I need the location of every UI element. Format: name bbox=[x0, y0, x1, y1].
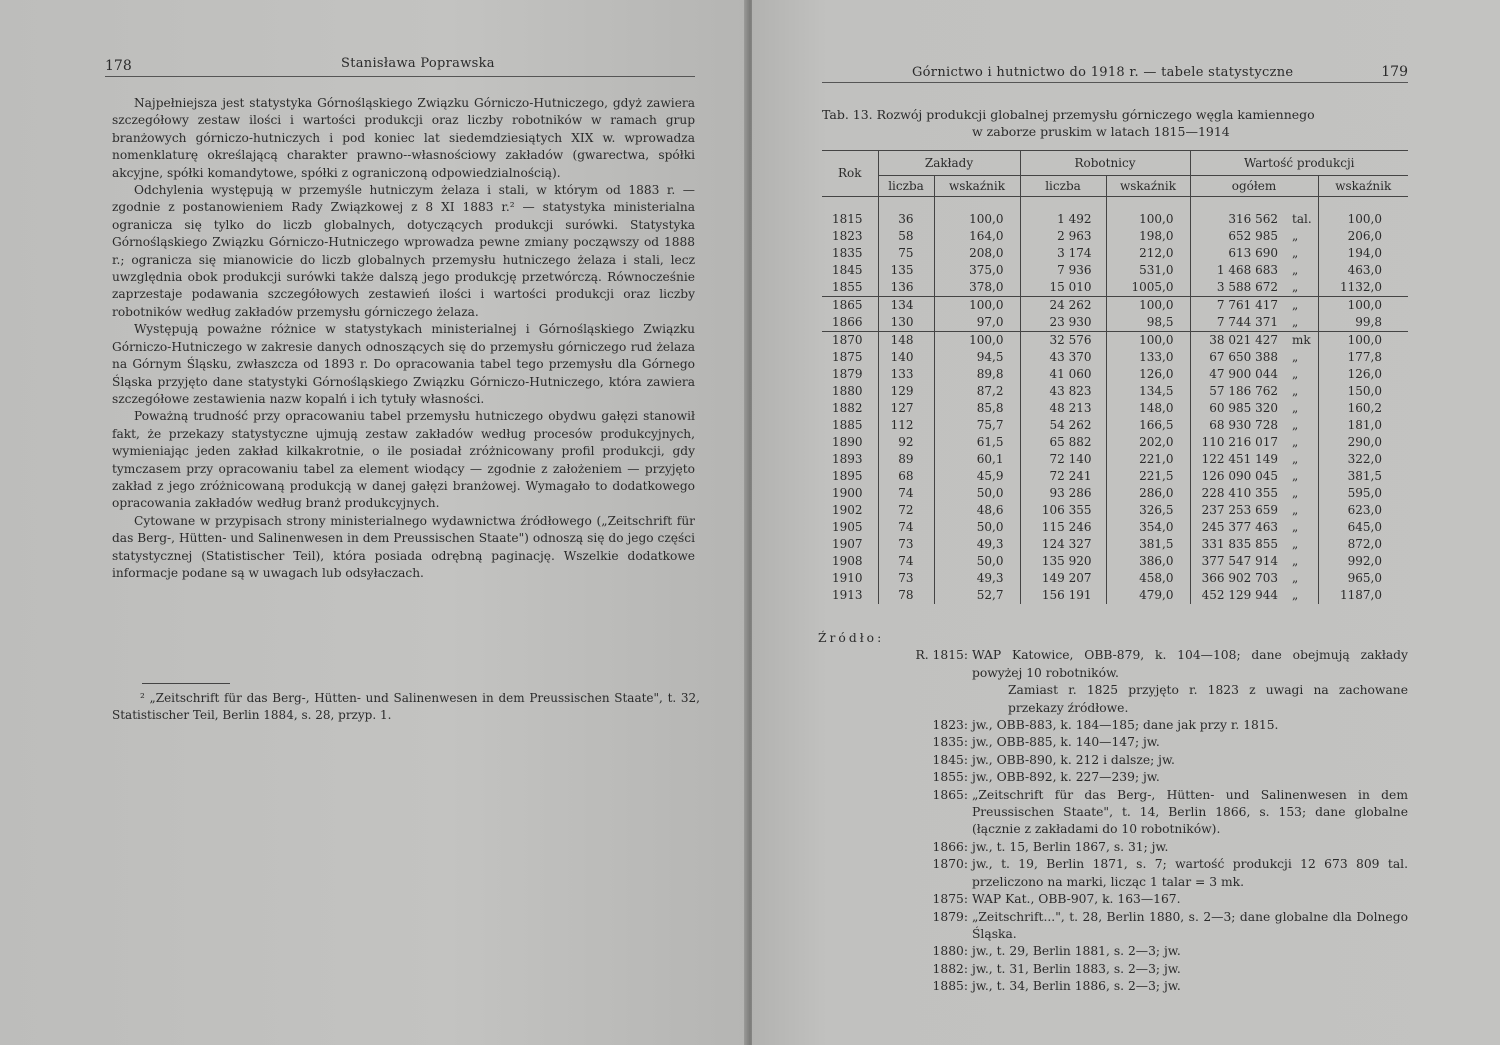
table-row bbox=[822, 383, 1408, 400]
cell-zl: 135 bbox=[878, 262, 934, 279]
cell-unit: „ bbox=[1292, 229, 1299, 243]
cell-ww: 872,0 bbox=[1318, 536, 1408, 553]
cell-unit: mk bbox=[1282, 332, 1318, 350]
cell-rok: 1879 bbox=[832, 367, 863, 381]
cell-zl: 140 bbox=[878, 349, 934, 366]
cell-ww: 99,8 bbox=[1318, 314, 1408, 332]
table-row bbox=[822, 485, 1408, 502]
cell-zl: 136 bbox=[878, 279, 934, 297]
cell-ww: 100,0 bbox=[1318, 197, 1408, 229]
cell-rl: 72 140 bbox=[1020, 451, 1106, 468]
table-row bbox=[822, 502, 1408, 519]
cell-zw: 208,0 bbox=[934, 245, 1020, 262]
source-text: jw., t. 29, Berlin 1881, s. 2—3; jw. bbox=[972, 944, 1181, 959]
cell-unit: „ bbox=[1292, 503, 1299, 517]
table-row bbox=[822, 314, 1408, 332]
source-entry bbox=[818, 682, 1408, 717]
source-entry bbox=[818, 891, 1408, 908]
cell-rw: 386,0 bbox=[1106, 553, 1190, 570]
source-key: 1835: bbox=[932, 735, 968, 750]
cell-val: 245 377 463 bbox=[1190, 519, 1282, 536]
cell-unit: „ bbox=[1292, 537, 1299, 551]
cell-zw: 94,5 bbox=[934, 349, 1020, 366]
left-running-head: Stanisława Poprawska bbox=[341, 56, 495, 71]
source-entry bbox=[818, 856, 1408, 891]
source-key: R. 1815: bbox=[915, 648, 968, 663]
cell-rw: 354,0 bbox=[1106, 519, 1190, 536]
cell-ww: 194,0 bbox=[1318, 245, 1408, 262]
table-row bbox=[822, 519, 1408, 536]
cell-rl: 41 060 bbox=[1020, 366, 1106, 383]
cell-val: 613 690 bbox=[1190, 245, 1282, 262]
cell-zw: 75,7 bbox=[934, 417, 1020, 434]
cell-unit: „ bbox=[1292, 571, 1299, 585]
cell-zl: 58 bbox=[878, 228, 934, 245]
table-row bbox=[822, 451, 1408, 468]
cell-zw: 48,6 bbox=[934, 502, 1020, 519]
cell-ww: 381,5 bbox=[1318, 468, 1408, 485]
cell-val: 1 468 683 bbox=[1190, 262, 1282, 279]
cell-zw: 89,8 bbox=[934, 366, 1020, 383]
cell-rok: 1845 bbox=[832, 263, 863, 277]
cell-rok: 1815 bbox=[832, 212, 863, 226]
cell-zw: 52,7 bbox=[934, 587, 1020, 604]
cell-ww: 126,0 bbox=[1318, 366, 1408, 383]
left-page bbox=[0, 0, 748, 1045]
cell-ww: 206,0 bbox=[1318, 228, 1408, 245]
cell-zw: 87,2 bbox=[934, 383, 1020, 400]
cell-val: 57 186 762 bbox=[1190, 383, 1282, 400]
source-entry bbox=[818, 647, 1408, 682]
header-robotnicy-wskaznik: wskaźnik bbox=[1106, 176, 1190, 197]
cell-unit: „ bbox=[1292, 350, 1299, 364]
cell-ww: 150,0 bbox=[1318, 383, 1408, 400]
cell-val: 237 253 659 bbox=[1190, 502, 1282, 519]
cell-zl: 74 bbox=[878, 485, 934, 502]
cell-val: 38 021 427 bbox=[1190, 332, 1282, 350]
cell-val: 7 744 371 bbox=[1190, 314, 1282, 332]
cell-rok: 1905 bbox=[832, 520, 863, 534]
cell-zl: 74 bbox=[878, 519, 934, 536]
sources-section bbox=[818, 630, 1408, 996]
cell-rw: 133,0 bbox=[1106, 349, 1190, 366]
cell-rw: 479,0 bbox=[1106, 587, 1190, 604]
cell-rl: 43 823 bbox=[1020, 383, 1106, 400]
paragraph: Odchylenia występują w przemyśle hutniczym żelaza i stali, w którym od 1883 r. — zgodnie z postanowieniem Rady Związkowej z 8 XI 1883 r.² — statystyka ministerialna ogranicza się tylko do liczb globalnych, dotyczących produkcji surówki. Statystyka Górnośląskiego Związku Górniczo-Hutniczego wprowadza pewne zmiany począwszy od 1888 r.; ogranicza się mianowicie do liczb globalnych przemysłu hutniczego żelaza i stali, lecz uwzględnia obok produkcji surówki także dalszą jego produkcję przetwórczą. Równocześnie zaprzestaje podawania szczegółowych zestawień ilości i wartości produkcji oraz liczby robotników według zakładów przemysłu górniczego żelaza. bbox=[112, 183, 695, 319]
source-text: WAP Katowice, OBB-879, k. 104—108; dane obejmują zakłady powyżej 10 robotników. bbox=[972, 648, 1408, 680]
source-key: 1870: bbox=[932, 857, 968, 872]
cell-zl: 129 bbox=[878, 383, 934, 400]
cell-unit: „ bbox=[1292, 384, 1299, 398]
source-key: 1855: bbox=[932, 770, 968, 785]
cell-rl: 32 576 bbox=[1020, 332, 1106, 350]
cell-val: 331 835 855 bbox=[1190, 536, 1282, 553]
cell-rw: 202,0 bbox=[1106, 434, 1190, 451]
right-page-number: 179 bbox=[1381, 64, 1408, 80]
cell-unit: „ bbox=[1282, 297, 1318, 315]
header-robotnicy-liczba: liczba bbox=[1020, 176, 1106, 197]
cell-zw: 50,0 bbox=[934, 485, 1020, 502]
table-row bbox=[822, 417, 1408, 434]
sources-list bbox=[818, 647, 1408, 995]
cell-zw: 61,5 bbox=[934, 434, 1020, 451]
table-caption-line: w zaborze pruskim w latach 1815—1914 bbox=[972, 124, 1230, 139]
cell-zw: 100,0 bbox=[934, 197, 1020, 229]
cell-zw: 100,0 bbox=[934, 332, 1020, 350]
cell-zl: 127 bbox=[878, 400, 934, 417]
source-key: 1823: bbox=[932, 718, 968, 733]
cell-ww: 100,0 bbox=[1318, 332, 1408, 350]
source-text: jw., OBB-892, k. 227—239; jw. bbox=[972, 770, 1160, 785]
table-row bbox=[822, 434, 1408, 451]
cell-rl: 93 286 bbox=[1020, 485, 1106, 502]
table-row bbox=[822, 536, 1408, 553]
cell-rw: 100,0 bbox=[1106, 197, 1190, 229]
header-robotnicy: Robotnicy bbox=[1020, 151, 1190, 176]
cell-zl: 75 bbox=[878, 245, 934, 262]
source-text: „Zeitschrift für das Berg-, Hütten- und Salinenwesen in dem Preussischen Staate", t. 14, Berlin 1866, s. 153; dane globalne (łącznie z zakładami do 10 robotników). bbox=[972, 787, 1408, 837]
cell-zl: 78 bbox=[878, 587, 934, 604]
source-key: 1866: bbox=[932, 839, 968, 854]
cell-zw: 49,3 bbox=[934, 570, 1020, 587]
cell-ww: 160,2 bbox=[1318, 400, 1408, 417]
cell-rw: 198,0 bbox=[1106, 228, 1190, 245]
table-body bbox=[822, 197, 1408, 605]
cell-rl: 135 920 bbox=[1020, 553, 1106, 570]
cell-rl: 7 936 bbox=[1020, 262, 1106, 279]
cell-unit: „ bbox=[1292, 469, 1299, 483]
cell-zw: 49,3 bbox=[934, 536, 1020, 553]
cell-rw: 148,0 bbox=[1106, 400, 1190, 417]
cell-rl: 115 246 bbox=[1020, 519, 1106, 536]
cell-rok: 1870 bbox=[822, 332, 878, 350]
cell-rl: 15 010 bbox=[1020, 279, 1106, 297]
cell-rw: 221,5 bbox=[1106, 468, 1190, 485]
table-row bbox=[822, 349, 1408, 366]
cell-zl: 92 bbox=[878, 434, 934, 451]
cell-rok: 1880 bbox=[832, 384, 863, 398]
cell-val: 7 761 417 bbox=[1190, 297, 1282, 315]
cell-unit: „ bbox=[1292, 588, 1299, 602]
cell-rok: 1885 bbox=[832, 418, 863, 432]
cell-zl: 134 bbox=[878, 297, 934, 315]
table-row bbox=[822, 468, 1408, 485]
source-key: 1865: bbox=[932, 787, 968, 802]
header-zaklady: Zakłady bbox=[878, 151, 1020, 176]
cell-unit: „ bbox=[1292, 246, 1299, 260]
table-caption-line: Tab. 13. Rozwój produkcji globalnej przemysłu górniczego węgla kamiennego bbox=[822, 107, 1315, 122]
source-text: Zamiast r. 1825 przyjęto r. 1823 z uwagi na zachowane przekazy źródłowe. bbox=[1008, 683, 1408, 715]
cell-ww: 992,0 bbox=[1318, 553, 1408, 570]
cell-rl: 65 882 bbox=[1020, 434, 1106, 451]
cell-rw: 98,5 bbox=[1106, 314, 1190, 332]
table-row bbox=[822, 197, 1408, 229]
cell-zw: 97,0 bbox=[934, 314, 1020, 332]
cell-rw: 134,5 bbox=[1106, 383, 1190, 400]
cell-val: 366 902 703 bbox=[1190, 570, 1282, 587]
cell-rl: 23 930 bbox=[1020, 314, 1106, 332]
cell-ww: 322,0 bbox=[1318, 451, 1408, 468]
cell-ww: 1187,0 bbox=[1318, 587, 1408, 604]
cell-val: 47 900 044 bbox=[1190, 366, 1282, 383]
cell-rl: 156 191 bbox=[1020, 587, 1106, 604]
right-running-head: Górnictwo i hutnictwo do 1918 r. — tabele statystyczne bbox=[912, 65, 1294, 80]
source-key bbox=[818, 682, 1008, 717]
cell-zl: 72 bbox=[878, 502, 934, 519]
cell-rw: 458,0 bbox=[1106, 570, 1190, 587]
right-page-header bbox=[822, 62, 1408, 83]
cell-rok: 1855 bbox=[832, 280, 863, 294]
cell-val: 67 650 388 bbox=[1190, 349, 1282, 366]
cell-rl: 106 355 bbox=[1020, 502, 1106, 519]
table-caption bbox=[822, 106, 1412, 140]
cell-rok: 1865 bbox=[822, 297, 878, 315]
source-entry bbox=[818, 943, 1408, 960]
cell-zl: 133 bbox=[878, 366, 934, 383]
cell-rl: 43 370 bbox=[1020, 349, 1106, 366]
table-row bbox=[822, 553, 1408, 570]
cell-unit: „ bbox=[1292, 263, 1299, 277]
cell-val: 60 985 320 bbox=[1190, 400, 1282, 417]
cell-rw: 212,0 bbox=[1106, 245, 1190, 262]
cell-zw: 60,1 bbox=[934, 451, 1020, 468]
source-entry bbox=[818, 787, 1408, 839]
paragraph: Poważną trudność przy opracowaniu tabel przemysłu hutniczego obydwu gałęzi stanowił fakt, że przekazy statystyczne ujmują zestaw zakładów według procesów produkcyjnych, wymieniając jeden zakład kilkakrotnie, o ile posiadał zróżnicowany profil produkcji, gdy tymczasem przy opracowaniu tabel za element wiodący — zgodnie z założeniem — przyjęto zakład z jego zróżnicowaną produkcją w danej gałęzi branżowej. Wymagało to dodatkowego opracowania zakładów według branż produkcyjnych. bbox=[112, 409, 695, 511]
cell-zw: 100,0 bbox=[934, 297, 1020, 315]
cell-rl: 3 174 bbox=[1020, 245, 1106, 262]
cell-rw: 381,5 bbox=[1106, 536, 1190, 553]
cell-rok: 1910 bbox=[832, 571, 863, 585]
cell-unit: „ bbox=[1292, 280, 1299, 294]
cell-rl: 54 262 bbox=[1020, 417, 1106, 434]
source-text: jw., t. 31, Berlin 1883, s. 2—3; jw. bbox=[972, 961, 1181, 976]
cell-val: 126 090 045 bbox=[1190, 468, 1282, 485]
cell-rl: 124 327 bbox=[1020, 536, 1106, 553]
table-row bbox=[822, 245, 1408, 262]
cell-rl: 1 492 bbox=[1020, 197, 1106, 229]
cell-zw: 85,8 bbox=[934, 400, 1020, 417]
source-text: jw., t. 15, Berlin 1867, s. 31; jw. bbox=[972, 839, 1169, 854]
sources-title: Źródło: bbox=[818, 631, 885, 645]
source-text: jw., t. 34, Berlin 1886, s. 2—3; jw. bbox=[972, 979, 1181, 994]
cell-ww: 100,0 bbox=[1318, 297, 1408, 315]
statistics-table bbox=[822, 150, 1408, 604]
cell-ww: 595,0 bbox=[1318, 485, 1408, 502]
source-key: 1882: bbox=[932, 961, 968, 976]
cell-val: 377 547 914 bbox=[1190, 553, 1282, 570]
source-key: 1885: bbox=[932, 979, 968, 994]
cell-rok: 1902 bbox=[832, 503, 863, 517]
cell-rok: 1913 bbox=[832, 588, 863, 602]
paragraph: Występują poważne różnice w statystykach ministerialnej i Górnośląskiego Związku Górniczo-Hutniczego w zakresie danych odnoszących się do przemysłu górniczego rud żelaza na Górnym Śląsku, zwłaszcza od 1893 r. Do opracowania tabel tego przemysłu dla Górnego Śląska przyjęto dane statystyki Górnośląskiego Związku Górniczo-Hutniczego, która zawiera szczegółowe zestawienia nazw kopalń i ich tytuły własności. bbox=[112, 322, 695, 406]
cell-rok: 1835 bbox=[832, 246, 863, 260]
table-row bbox=[822, 262, 1408, 279]
cell-zw: 50,0 bbox=[934, 553, 1020, 570]
cell-ww: 623,0 bbox=[1318, 502, 1408, 519]
cell-zl: 148 bbox=[878, 332, 934, 350]
cell-zl: 36 bbox=[878, 197, 934, 229]
cell-rok: 1823 bbox=[832, 229, 863, 243]
cell-val: 110 216 017 bbox=[1190, 434, 1282, 451]
cell-zl: 89 bbox=[878, 451, 934, 468]
cell-val: 316 562 bbox=[1190, 197, 1282, 229]
cell-zw: 45,9 bbox=[934, 468, 1020, 485]
source-entry bbox=[818, 717, 1408, 734]
source-entry bbox=[818, 909, 1408, 944]
cell-rw: 286,0 bbox=[1106, 485, 1190, 502]
source-text: jw., OBB-885, k. 140—147; jw. bbox=[972, 735, 1160, 750]
cell-unit: „ bbox=[1292, 520, 1299, 534]
footnote: ² „Zeitschrift für das Berg-, Hütten- und Salinenwesen in dem Preussischen Staate", t. 32, Statistischer Teil, Berlin 1884, s. 28, przyp. 1. bbox=[112, 691, 700, 723]
cell-ww: 1132,0 bbox=[1318, 279, 1408, 297]
cell-rok: 1882 bbox=[832, 401, 863, 415]
source-key: 1845: bbox=[932, 752, 968, 767]
source-text: WAP Kat., OBB-907, k. 163—167. bbox=[972, 892, 1181, 907]
left-body-text bbox=[112, 95, 695, 582]
cell-rok: 1900 bbox=[832, 486, 863, 500]
cell-rw: 100,0 bbox=[1106, 332, 1190, 350]
paragraph: Najpełniejsza jest statystyka Górnośląskiego Związku Górniczo-Hutniczego, gdyż zawiera szczegółowy zestaw ilości i wartości produkcji oraz liczby robotników w ramach grup branżowych górniczo-hutniczych i pod koniec lat siedemdziesiątych XIX w. wprowadza nomenklaturę określającą charakter prawno--własnościowy zakładów (gwarectwa, spółki akcyjne, spółki komandytowe, spółki z ograniczoną odpowiedzialnością). bbox=[112, 96, 695, 180]
cell-unit: tal. bbox=[1292, 212, 1312, 226]
table-row bbox=[822, 570, 1408, 587]
table-row bbox=[822, 366, 1408, 383]
cell-rw: 326,5 bbox=[1106, 502, 1190, 519]
cell-unit: „ bbox=[1292, 367, 1299, 381]
left-page-header bbox=[105, 56, 695, 77]
source-entry bbox=[818, 769, 1408, 786]
cell-ww: 463,0 bbox=[1318, 262, 1408, 279]
cell-val: 68 930 728 bbox=[1190, 417, 1282, 434]
source-entry bbox=[818, 839, 1408, 856]
left-page-number: 178 bbox=[105, 58, 132, 74]
cell-rw: 126,0 bbox=[1106, 366, 1190, 383]
footnote-divider bbox=[142, 683, 230, 684]
source-text: jw., OBB-890, k. 212 i dalsze; jw. bbox=[972, 752, 1175, 767]
cell-zl: 73 bbox=[878, 570, 934, 587]
source-key: 1880: bbox=[932, 944, 968, 959]
cell-rl: 48 213 bbox=[1020, 400, 1106, 417]
header-wartosc: Wartość produkcji bbox=[1190, 151, 1408, 176]
source-text: jw., t. 19, Berlin 1871, s. 7; wartość produkcji 12 673 809 tal. przeliczono na marki, licząc 1 talar = 3 mk. bbox=[972, 857, 1408, 889]
source-entry bbox=[818, 734, 1408, 751]
cell-zw: 375,0 bbox=[934, 262, 1020, 279]
cell-rw: 100,0 bbox=[1106, 297, 1190, 315]
header-zaklady-wskaznik: wskaźnik bbox=[934, 176, 1020, 197]
cell-zl: 73 bbox=[878, 536, 934, 553]
cell-rl: 24 262 bbox=[1020, 297, 1106, 315]
header-rok: Rok bbox=[822, 151, 878, 197]
source-text: jw., OBB-883, k. 184—185; dane jak przy r. 1815. bbox=[972, 718, 1279, 733]
cell-rok: 1895 bbox=[832, 469, 863, 483]
cell-zl: 68 bbox=[878, 468, 934, 485]
header-wartosc-wskaznik: wskaźnik bbox=[1318, 176, 1408, 197]
cell-rw: 221,0 bbox=[1106, 451, 1190, 468]
cell-unit: „ bbox=[1292, 315, 1299, 329]
cell-rok: 1907 bbox=[832, 537, 863, 551]
cell-unit: „ bbox=[1292, 418, 1299, 432]
cell-zl: 112 bbox=[878, 417, 934, 434]
header-wartosc-ogolem: ogółem bbox=[1190, 176, 1318, 197]
paragraph: Cytowane w przypisach strony ministerialnego wydawnictwa źródłowego („Zeitschrift für das Berg-, Hütten- und Salinenwesen in dem Preussischen Staate") odnoszą się do jego części statystycznej (Statistischer Teil), która posiada odrębną paginację. Wszelkie dodatkowe informacje podane są w uwagach lub odsyłaczach. bbox=[112, 513, 695, 580]
cell-zw: 164,0 bbox=[934, 228, 1020, 245]
cell-ww: 645,0 bbox=[1318, 519, 1408, 536]
cell-rok: 1908 bbox=[832, 554, 863, 568]
cell-rw: 531,0 bbox=[1106, 262, 1190, 279]
cell-val: 452 129 944 bbox=[1190, 587, 1282, 604]
cell-unit: „ bbox=[1292, 452, 1299, 466]
source-key: 1879: bbox=[932, 909, 968, 924]
cell-rok: 1875 bbox=[832, 350, 863, 364]
header-zaklady-liczba: liczba bbox=[878, 176, 934, 197]
cell-unit: „ bbox=[1292, 486, 1299, 500]
table-row bbox=[822, 332, 1408, 350]
table-row bbox=[822, 587, 1408, 604]
cell-rok: 1866 bbox=[832, 315, 863, 329]
cell-rl: 72 241 bbox=[1020, 468, 1106, 485]
cell-ww: 965,0 bbox=[1318, 570, 1408, 587]
source-entry bbox=[818, 961, 1408, 978]
cell-rw: 166,5 bbox=[1106, 417, 1190, 434]
cell-rl: 149 207 bbox=[1020, 570, 1106, 587]
cell-ww: 177,8 bbox=[1318, 349, 1408, 366]
table-row bbox=[822, 228, 1408, 245]
cell-ww: 290,0 bbox=[1318, 434, 1408, 451]
source-text: „Zeitschrift...", t. 28, Berlin 1880, s. 2—3; dane globalne dla Dolnego Śląska. bbox=[972, 909, 1408, 941]
cell-val: 3 588 672 bbox=[1190, 279, 1282, 297]
cell-zl: 74 bbox=[878, 553, 934, 570]
cell-unit: „ bbox=[1292, 435, 1299, 449]
cell-zl: 130 bbox=[878, 314, 934, 332]
source-key: 1875: bbox=[932, 892, 968, 907]
cell-val: 122 451 149 bbox=[1190, 451, 1282, 468]
cell-unit: „ bbox=[1292, 554, 1299, 568]
right-page bbox=[752, 0, 1500, 1045]
cell-rok: 1893 bbox=[832, 452, 863, 466]
cell-rok: 1890 bbox=[832, 435, 863, 449]
source-entry bbox=[818, 978, 1408, 995]
cell-unit: „ bbox=[1292, 401, 1299, 415]
cell-zw: 50,0 bbox=[934, 519, 1020, 536]
table-row bbox=[822, 279, 1408, 297]
table-row bbox=[822, 297, 1408, 315]
cell-rl: 2 963 bbox=[1020, 228, 1106, 245]
cell-val: 228 410 355 bbox=[1190, 485, 1282, 502]
cell-val: 652 985 bbox=[1190, 228, 1282, 245]
cell-ww: 181,0 bbox=[1318, 417, 1408, 434]
table-row bbox=[822, 400, 1408, 417]
cell-zw: 378,0 bbox=[934, 279, 1020, 297]
source-entry bbox=[818, 752, 1408, 769]
cell-rw: 1005,0 bbox=[1106, 279, 1190, 297]
